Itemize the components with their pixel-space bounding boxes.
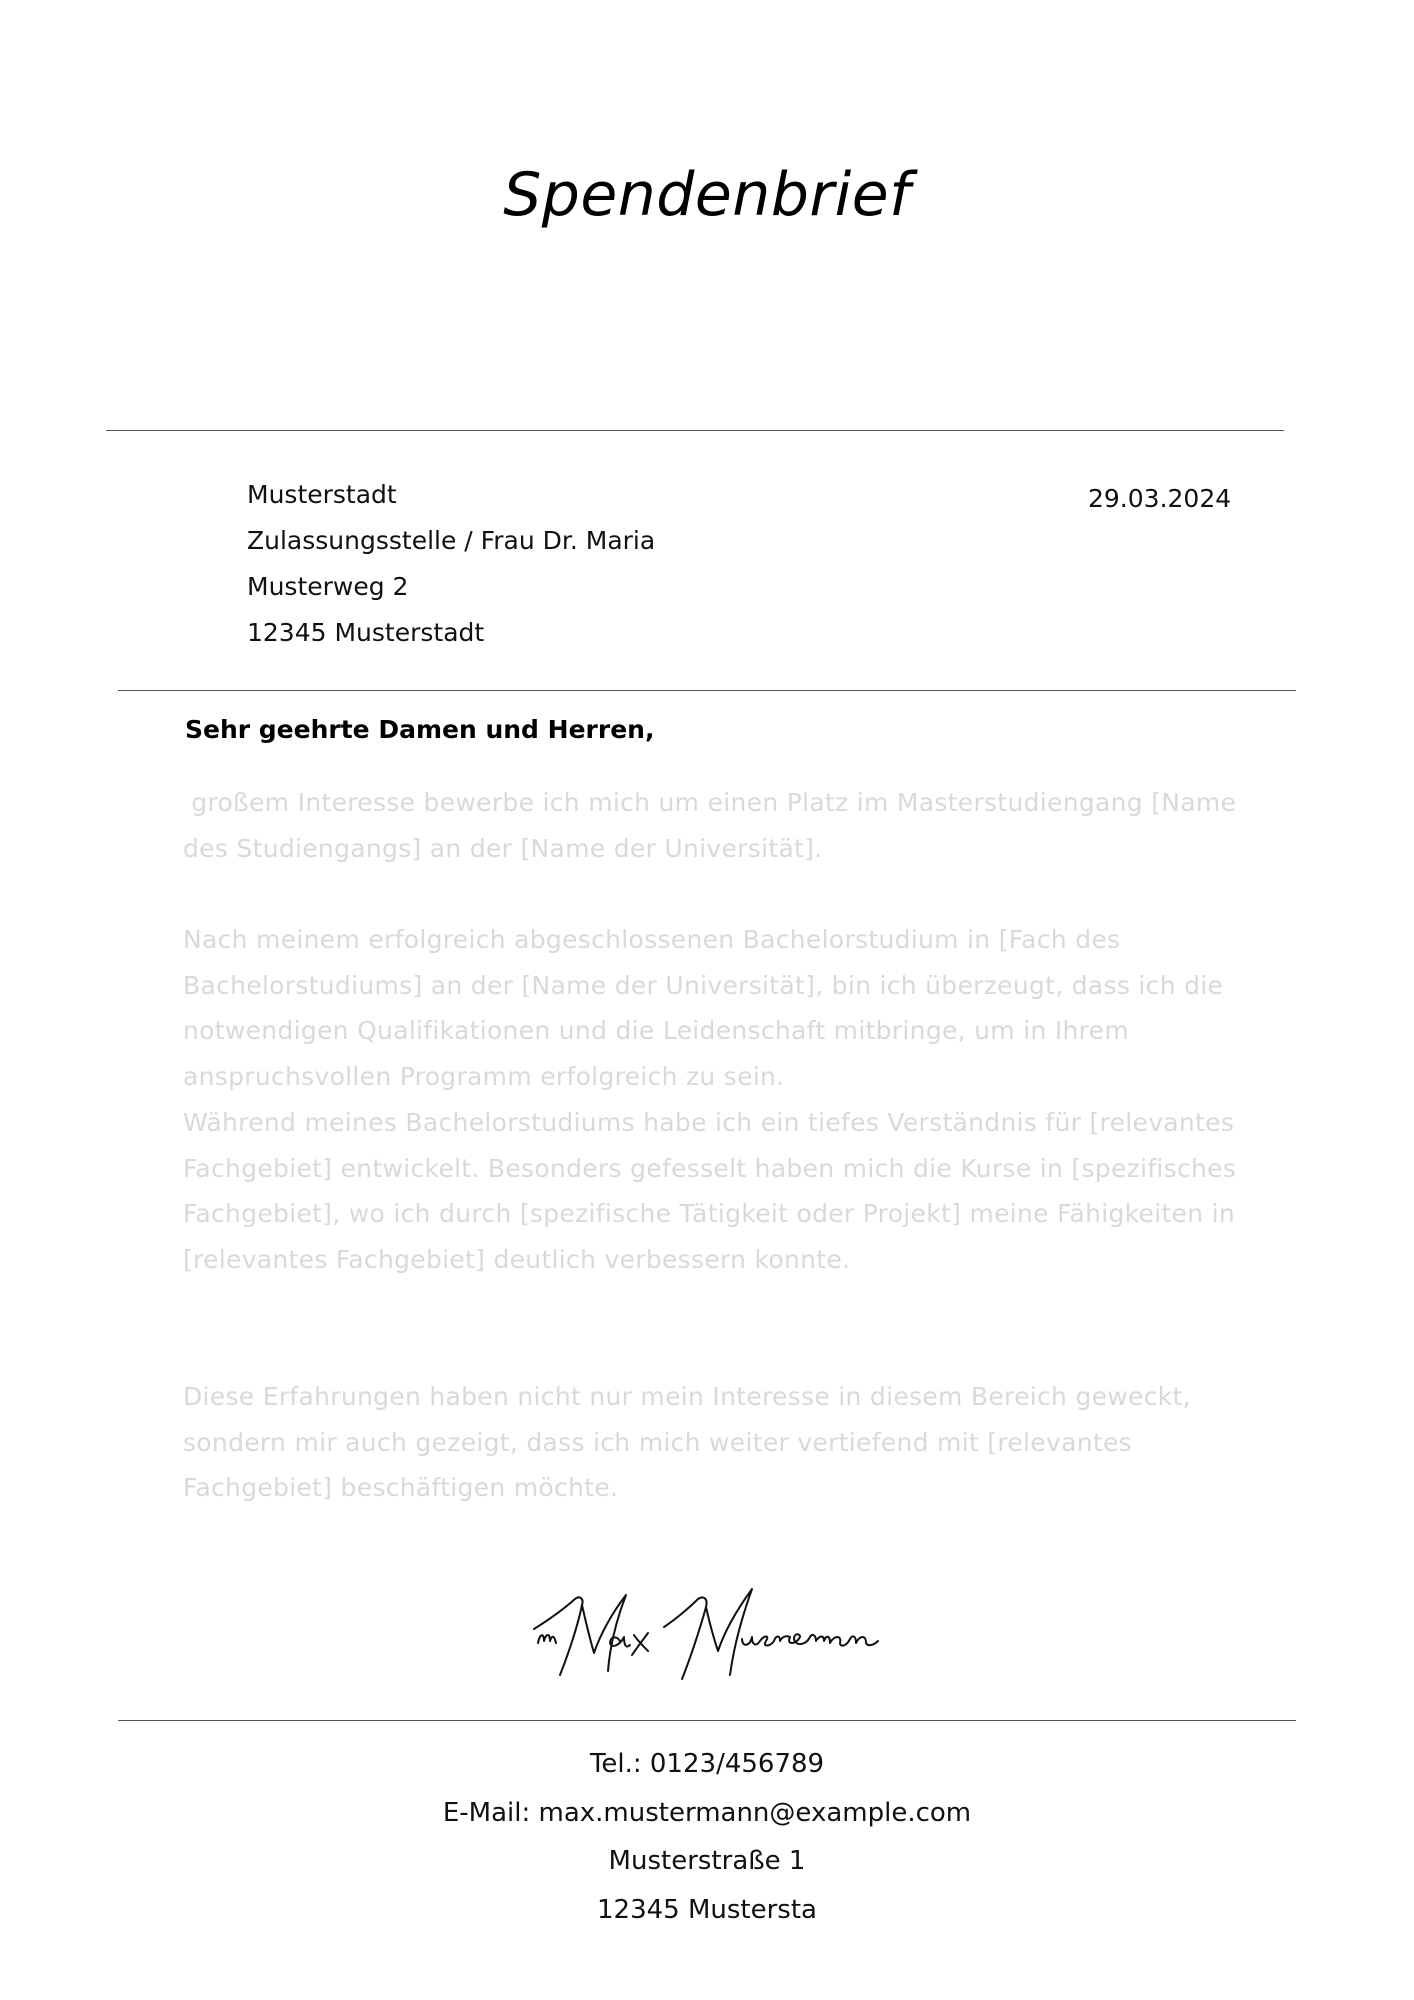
footer-contact <box>0 1740 1414 1934</box>
recipient-line: Zulassungsstelle / Frau Dr. Maria <box>247 526 656 555</box>
text-line: des Studiengangs] an der [Name der Universität]. <box>183 833 823 863</box>
recipient-line: Musterweg 2 <box>247 572 409 601</box>
middle-divider <box>118 690 1296 691</box>
document-title: Spendenbrief <box>503 160 911 230</box>
text-line: Fachgebiet], wo ich durch [spezifische Tätigkeit oder Projekt] meine Fähigkeiten in <box>183 1199 1236 1229</box>
text-line: Während meines Bachelorstudiums habe ich ein tiefes Verständnis für [relevantes <box>183 1107 1235 1137</box>
text-line: Nach meinem erfolgreich abgeschlossenen Bachelorstudium in [Fach des <box>183 925 1121 954</box>
recipient-address <box>247 472 655 656</box>
footer-phone: Tel.: 0123/456789 <box>589 1749 825 1779</box>
footer-email: E-Mail: max.mustermann@example.com <box>442 1797 972 1828</box>
footer-street: Musterstraße 1 <box>608 1846 806 1876</box>
text-line: Fachgebiet] beschäftigen möchte. <box>183 1473 619 1503</box>
text-line: notwendigen Qualifikationen und die Leidenschaft mitbringe, um in Ihrem <box>183 1016 1130 1046</box>
paragraph-1 <box>183 780 1273 871</box>
paragraph-2 <box>183 917 1273 1283</box>
text-line: Fachgebiet] entwickelt. Besonders gefesselt haben mich die Kurse in [spezifisches <box>183 1153 1237 1183</box>
text-line: Bachelorstudiums] an der [Name der Universität], bin ich überzeugt, dass ich die <box>183 970 1224 1000</box>
paragraph-3 <box>183 1374 1273 1511</box>
text-line: anspruchsvollen Programm erfolgreich zu sein. <box>183 1062 785 1092</box>
bottom-divider <box>118 1720 1296 1721</box>
top-divider <box>106 430 1284 431</box>
salutation: Sehr geehrte Damen und Herren, <box>185 715 655 744</box>
recipient-line: Musterstadt <box>247 480 397 509</box>
recipient-line: 12345 Musterstadt <box>247 618 485 647</box>
text-line: sondern mir auch gezeigt, dass ich mich weiter vertiefend mit [relevantes <box>183 1427 1132 1457</box>
text-line: [relevantes Fachgebiet] deutlich verbessern konnte. <box>183 1244 851 1274</box>
letter-date: 29.03.2024 <box>1088 484 1232 513</box>
footer-city: 12345 Mustersta <box>597 1894 817 1925</box>
handwritten-signature <box>520 1575 920 1685</box>
text-line: Diese Erfahrungen haben nicht nur mein Interesse in diesem Bereich geweckt, <box>183 1382 1191 1411</box>
text-line: großem Interesse bewerbe ich mich um einen Platz im Masterstudiengang [Name <box>183 788 1237 817</box>
